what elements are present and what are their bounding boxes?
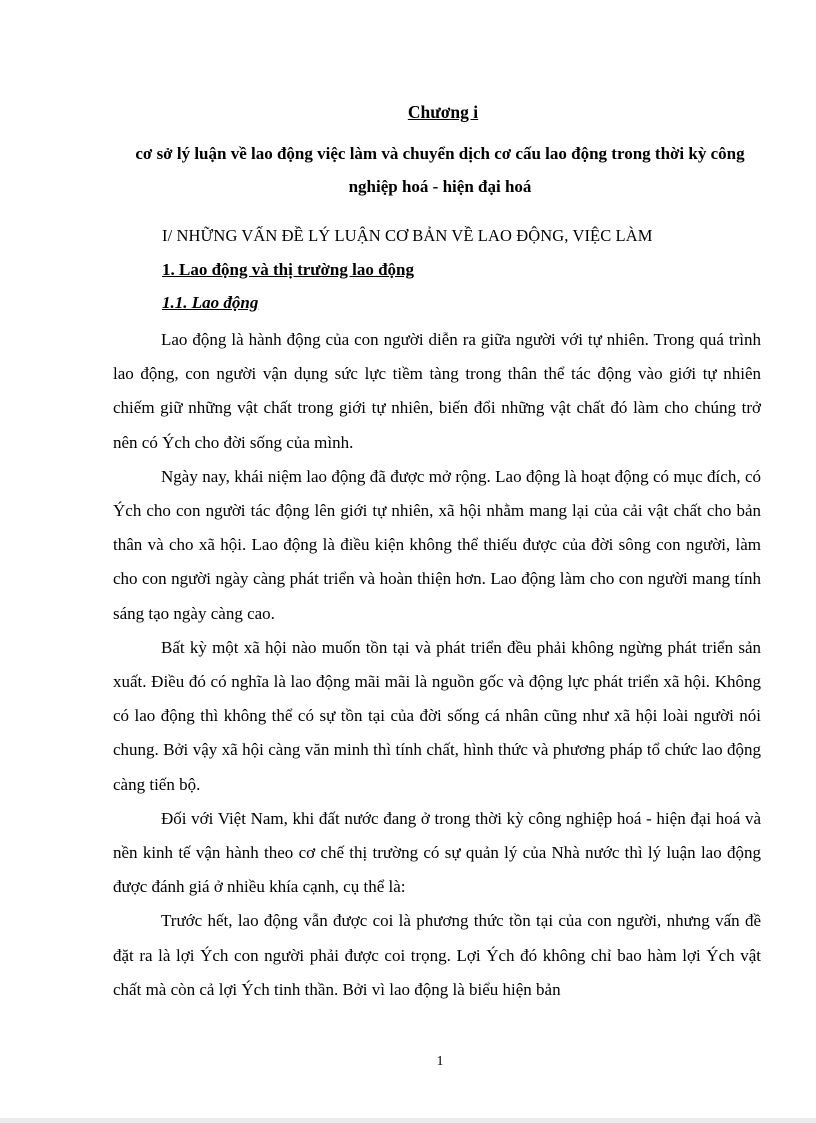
heading-1-1: 1.1. Lao động bbox=[162, 293, 259, 312]
page-number: 1 bbox=[436, 1054, 444, 1069]
chapter-title: Chương i bbox=[407, 102, 479, 122]
section-heading: I/ NHỮNG VẤN ĐỀ LÝ LUẬN CƠ BẢN VỀ LAO ĐỘNG, VIỆC LÀM bbox=[162, 226, 653, 245]
heading-1: 1. Lao động và thị trường lao động bbox=[162, 260, 414, 279]
body-text bbox=[113, 323, 761, 1007]
paragraph: Trước hết, lao động vẫn được coi là phương thức tồn tại của con người, nhưng vấn đề đặt ra là lợi Ých con người phải được coi trọng. Lợi Ých đó không chỉ bao hàm lợi Ých vật chất mà còn cả lợi Ých tinh thần. Bởi vì lao động là biểu hiện bản bbox=[113, 911, 761, 999]
paragraph: Lao động là hành động của con người diễn ra giữa người với tự nhiên. Trong quá trình lao động, con người vận dụng sức lực tiềm tàng trong thân thể tác động vào giới tự nhiên chiếm giữ những vật chất trong giới tự nhiên, biến đổi những vật chất đó làm cho chúng trở nên có Ých cho đời sống của mình. bbox=[113, 330, 761, 452]
paragraph: Đối với Việt Nam, khi đất nước đang ở trong thời kỳ công nghiệp hoá - hiện đại hoá và nền kinh tế vận hành theo cơ chế thị trường có sự quản lý của Nhà nước thì lý luận lao động được đánh giá ở nhiều khía cạnh, cụ thể là: bbox=[113, 808, 761, 897]
chapter-subtitle: cơ sở lý luận về lao động việc làm và chuyển dịch cơ cấu lao động trong thời kỳ công nghiệp hoá - hiện đại hoá bbox=[135, 144, 745, 196]
page-bottom-edge bbox=[0, 1118, 816, 1123]
paragraph: Bất kỳ một xã hội nào muốn tồn tại và phát triển đều phải không ngừng phát triển sản xuất. Điều đó có nghĩa là lao động mãi mãi là nguồn gốc và động lực phát triển xã hội. Không có lao động thì không thể có sự tồn tại của đời sống cá nhân cũng như xã hội loài người nói chung. Bởi vậy xã hội càng văn minh thì tính chất, hình thức và phương pháp tổ chức lao động càng tiến bộ. bbox=[113, 637, 761, 794]
paragraph: Ngày nay, khái niệm lao động đã được mở rộng. Lao động là hoạt động có mục đích, có Ých cho con người tác động lên giới tự nhiên, xã hội nhằm mang lại của cải vật chất cho bản thân và cho xã hội. Lao động là điều kiện không thể thiếu được của đời sông con người, làm cho con người ngày càng phát triển và hoàn thiện hơn. Lao động làm cho con người mang tính sáng tạo ngày càng cao. bbox=[113, 466, 761, 623]
